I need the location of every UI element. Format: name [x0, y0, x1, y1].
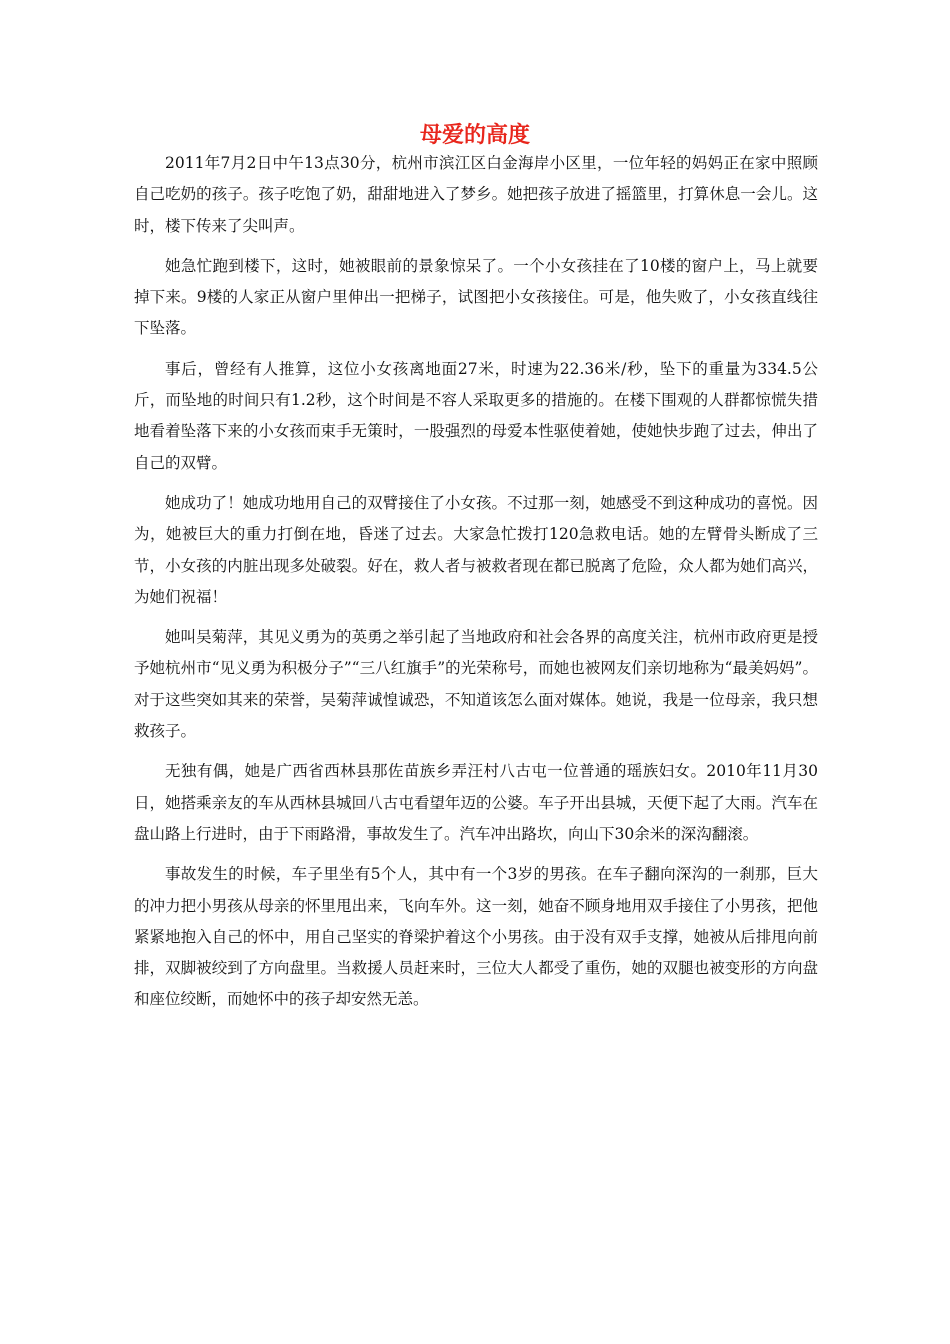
paragraph-2: 她急忙跑到楼下，这时，她被眼前的景象惊呆了。一个小女孩挂在了10楼的窗户上，马上就要掉下来。9楼的人家正从窗户里伸出一把梯子，试图把小女孩接住。可是，他失败了，小女孩直线往下坠落。 [134, 256, 818, 338]
paragraph-7: 事故发生的时候，车子里坐有5个人，其中有一个3岁的男孩。在车子翻向深沟的一刹那，巨大的冲力把小男孩从母亲的怀里甩出来，飞向车外。这一刻，她奋不顾身地用双手接住了小男孩，把他紧紧地抱入自己的怀中，用自己坚实的脊梁护着这个小男孩。由于没有双手支撑，她被从后排甩向前排，双脚被绞到了方向盘里。当救援人员赶来时，三位大人都受了重伤，她的双腿也被变形的方向盘和座位绞断，而她怀中的孩子却安然无恙。 [134, 865, 818, 1009]
paragraph-6: 无独有偶，她是广西省西林县那佐苗族乡弄汪村八古屯一位普通的瑶族妇女。2010年11月30日，她搭乘亲友的车从西林县城回八古屯看望年迈的公婆。车子开出县城，天便下起了大雨。汽车在盘山路上行进时，由于下雨路滑，事故发生了。汽车冲出路坎，向山下30余米的深沟翻滚。 [134, 762, 818, 843]
document-title: 母爱的高度 [419, 123, 530, 148]
paragraph-5: 她叫吴菊萍，其见义勇为的英勇之举引起了当地政府和社会各界的高度关注，杭州市政府更是授予她杭州市“见义勇为积极分子”“三八红旗手”的光荣称号，而她也被网友们亲切地称为“最美妈妈”。对于这些突如其来的荣誉，吴菊萍诚惶诚恐，不知道该怎么面对媒体。她说，我是一位母亲，我只想救孩子。 [134, 628, 818, 741]
paragraph-1: 2011年7月2日中午13点30分，杭州市滨江区白金海岸小区里，一位年轻的妈妈正在家中照顾自己吃奶的孩子。孩子吃饱了奶，甜甜地进入了梦乡。她把孩子放进了摇篮里，打算休息一会儿。这时，楼下传来了尖叫声。 [134, 154, 818, 235]
paragraph-4: 她成功了！她成功地用自己的双臂接住了小女孩。不过那一刻，她感受不到这种成功的喜悦。因为，她被巨大的重力打倒在地，昏迷了过去。大家急忙拨打120急救电话。她的左臂骨头断成了三节，小女孩的内脏出现多处破裂。好在，救人者与被救者现在都已脱离了危险，众人都为她们高兴，为她们祝福！ [134, 493, 818, 606]
article-body [134, 148, 818, 1025]
paragraph-3: 事后，曾经有人推算，这位小女孩离地面27米，时速为22.36米/秒，坠下的重量为334.5公斤，而坠地的时间只有1.2秒，这个时间是不容人采取更多的措施的。在楼下围观的人群都惊慌失措地看着坠落下来的小女孩而束手无策时，一股强烈的母爱本性驱使着她，使她快步跑了过去，伸出了自己的双臂。 [134, 359, 818, 472]
